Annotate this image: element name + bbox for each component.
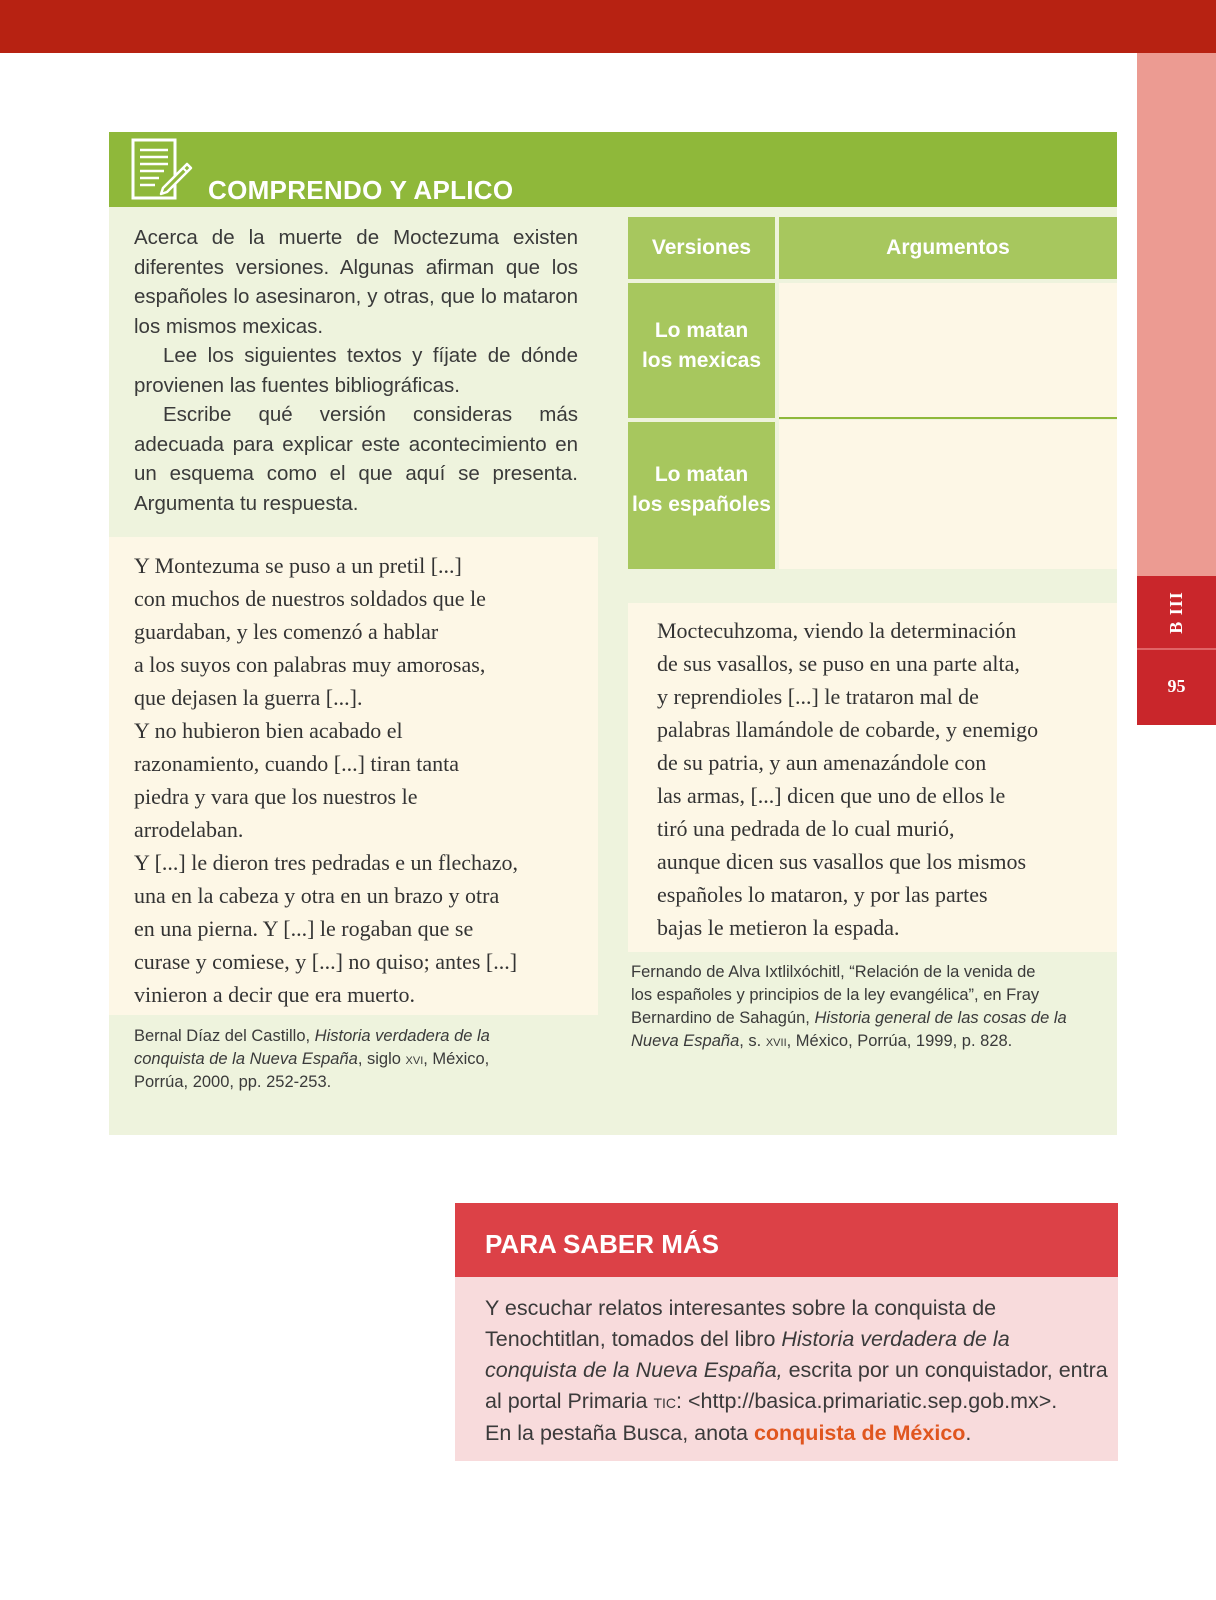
intro-paragraph: Lee los siguientes textos y fíjate de dónde provienen las fuentes bibliográficas. [134,344,578,397]
quote-line: piedra y vara que los nuestros le [134,784,418,809]
quote-line: vinieron a decir que era muerto. [134,982,415,1007]
quote-line: a los suyos con palabras muy amorosas, [134,652,486,677]
quote-line: arrodelaban. [134,817,244,842]
search-keyword: conquista de México [753,1421,966,1445]
activity-instructions [134,223,578,518]
quote-line: españoles lo mataron, y por las partes [657,882,988,907]
activity-header [109,132,1117,207]
quote-line: de sus vasallos, se puso en una parte alta, [657,651,1020,676]
quote-line: Moctecuhzoma, viendo la determinación [657,618,1017,643]
side-tab-divider [1137,648,1216,650]
quote-line: razonamiento, cuando [...] tiran tanta [134,751,459,776]
table-header-arguments: Argumentos [779,217,1117,279]
quote-line: Y Montezuma se puso a un pretil [...] [134,553,462,578]
top-color-bar [0,0,1216,53]
intro-paragraph: Acerca de la muerte de Moctezuma existen diferentes versiones. Algunas afirman que los españoles lo asesinaron, y otras, que lo mataron los mismos mexicas. [134,226,578,338]
para-saber-mas-text: Y escuchar relatos interesantes sobre la conquista de Tenochtitlan, tomados del libro Historia verdadera de la conquista de la Nueva España, escrita por un conquistador, entra al portal Primaria tic: <http://basica.primariatic.sep.gob.mx>. En la pestaña Busca, anota conquista de México. [485,1296,1108,1445]
quote-line: bajas le metieron la espada. [657,915,900,940]
quote-line: de su patria, y aun amenazándole con [657,750,987,775]
table-row-label-mexicas: Lo matan los mexicas [628,283,775,418]
block-label: B III [1166,590,1186,634]
quote-text [657,614,1117,944]
argument-cell-mexicas[interactable] [779,283,1117,419]
quote-line: guardaban, y les comenzó a hablar [134,619,439,644]
worksheet-pencil-icon [131,138,193,204]
quote-line: aunque dicen sus vasallos que los mismos [657,849,1027,874]
quote-line: con muchos de nuestros soldados que le [134,586,486,611]
quote-line: Y no hubieron bien acabado el [134,718,403,743]
quote-line: Y [...] le dieron tres pedradas e un flechazo, [134,850,519,875]
quote-line: las armas, [...] dicen que uno de ellos le [657,783,1006,808]
table-row-label-espanoles: Lo matan los españoles [628,422,775,569]
page-number: 95 [1167,676,1186,696]
table-header-versions: Versiones [628,217,775,279]
argument-cell-espanoles[interactable] [779,420,1117,569]
citation-bernal-diaz: Bernal Díaz del Castillo, Historia verdadera de la conquista de la Nueva España, siglo xvi, México, Porrúa, 2000, pp. 252-253. [134,1027,490,1091]
quote-line: curase y comiese, y [...] no quiso; antes [...] [134,949,518,974]
activity-title: COMPRENDO Y APLICO [208,175,514,205]
quote-ixtlilxochitl [628,603,1117,952]
quote-line: una en la cabeza y otra en un brazo y otra [134,883,500,908]
citation-ixtlilxochitl: Fernando de Alva Ixtlilxóchitl, “Relación de la venida de los españoles y principios de la ley evangélica”, en Fray Bernardino de Sahagún, Historia general de las cosas de la Nueva España, s. xvii, México, Porrúa, 1999, p. 828. [631,963,1067,1050]
para-saber-mas-body [455,1277,1118,1461]
quote-line: en una pierna. Y [...] le rogaban que se [134,916,474,941]
quote-line: y reprendioles [...] le trataron mal de [657,684,979,709]
intro-paragraph: Escribe qué versión consideras más adecuada para explicar este acontecimiento en un esquema como el que aquí se presenta. Argumenta tu respuesta. [134,403,578,515]
comprendo-y-aplico-panel [109,132,1117,1135]
quote-line: que dejasen la guerra [...]. [134,685,363,710]
quote-line: palabras llamándole de cobarde, y enemigo [657,717,1039,742]
quote-line: tiró una pedrada de lo cual murió, [657,816,955,841]
para-saber-mas-title: PARA SABER MÁS [485,1229,720,1259]
portal-url[interactable]: : <http://basica.primariatic.sep.gob.mx>. [676,1389,1058,1413]
para-saber-mas-header [455,1203,1118,1277]
quote-bernal-diaz [109,537,598,1015]
quote-text [134,549,594,1011]
